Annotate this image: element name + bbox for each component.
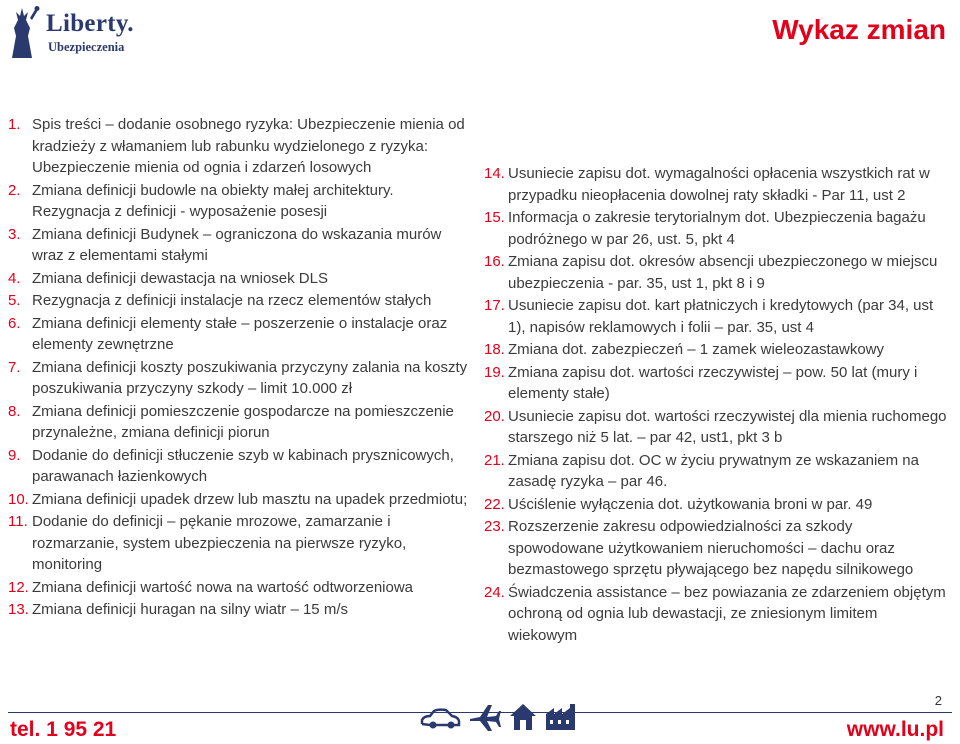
item-text: Zmiana definicji Budynek – ograniczona do wskazania murów wraz z elementami stałymi — [32, 225, 442, 264]
item-text: Zmiana zapisu dot. wartości rzeczywistej – pow. 50 lat (mury i elementy stałe) — [508, 363, 918, 402]
list-item — [8, 268, 476, 290]
statue-of-liberty-icon — [6, 6, 40, 60]
changes-list-right — [484, 163, 950, 647]
list-item — [484, 494, 950, 516]
item-text: Usuniecie zapisu dot. wartości rzeczywistej dla mienia ruchomego starszego niż 5 lat. – par 42, ust1, pkt 3 b — [508, 407, 947, 446]
list-item — [8, 489, 476, 511]
item-text: Usuniecie zapisu dot. wymagalności opłacenia wszystkich rat w przypadku nieopłacenia dowolnej raty składki - Par 11, ust 2 — [508, 165, 930, 204]
list-item — [8, 290, 476, 312]
list-item — [8, 445, 476, 488]
item-number: 4. — [8, 269, 21, 287]
list-item — [8, 313, 476, 356]
item-number: 10. — [8, 490, 29, 508]
list-item — [484, 362, 950, 405]
list-item — [8, 599, 476, 621]
list-item — [484, 516, 950, 581]
item-text: Świadczenia assistance – bez powiazania ze zdarzeniem objętym ochroną od ognia lub dewastacji, ze zniesionym limitem wiekowym — [508, 583, 946, 644]
list-item — [484, 163, 950, 206]
item-text: Zmiana definicji dewastacja na wniosek DLS — [32, 269, 328, 287]
item-text: Zmiana definicji koszty poszukiwania przyczyny zalania na koszty poszukiwania przyczyny szkody – limit 10.000 zł — [32, 358, 468, 397]
list-item — [8, 577, 476, 599]
changes-list-left — [8, 114, 476, 622]
item-number: 24. — [484, 583, 505, 601]
item-text: Zmiana definicji huragan na silny wiatr – 15 m/s — [32, 601, 348, 618]
item-number: 6. — [8, 314, 21, 332]
list-item — [484, 406, 950, 449]
item-text: Zmiana definicji upadek drzew lub masztu na upadek przedmiotu; — [32, 490, 468, 508]
phone-number: tel. 1 95 21 — [10, 718, 117, 741]
item-text: Uściślenie wyłączenia dot. użytkowania broni w par. 49 — [508, 495, 873, 513]
item-number: 17. — [484, 297, 505, 314]
item-text: Zmiana definicji wartość nowa na wartość odtworzeniowa — [32, 578, 414, 596]
factory-icon — [544, 702, 578, 732]
list-item — [8, 180, 476, 223]
item-text: Zmiana definicji budowle na obiekty małej architektury. Rezygnacja z definicji - wyposażenie posesji — [32, 181, 394, 220]
item-number: 23. — [484, 518, 505, 535]
item-text: Dodanie do definicji stłuczenie szyb w kabinach prysznicowych, parawanach łazienkowych — [32, 446, 454, 485]
logo-name: Liberty. — [46, 10, 134, 37]
list-item — [8, 401, 476, 444]
item-number: 18. — [484, 341, 505, 358]
house-icon — [508, 702, 538, 732]
item-number: 14. — [484, 165, 505, 182]
item-number: 1. — [8, 116, 21, 133]
item-number: 2. — [8, 181, 21, 199]
item-text: Zmiana zapisu dot. okresów absencji ubezpieczonego w miejscu ubezpieczenia - par. 35, ust 1, pkt 8 i 9 — [508, 253, 938, 292]
item-number: 5. — [8, 292, 21, 309]
list-item — [484, 450, 950, 493]
item-number: 3. — [8, 225, 21, 243]
list-item — [484, 207, 950, 250]
footer-icons — [418, 696, 578, 732]
page-number: 2 — [934, 693, 942, 708]
item-text: Rezygnacja z definicji instalacje na rzecz elementów stałych — [32, 292, 432, 309]
item-text: Spis treści – dodanie osobnego ryzyka: Ubezpieczenie mienia od kradzieży z włamaniem lub rabunku wydzielonego z ryzyka: Ubezpieczenie mienia od ognia i zdarzeń losowych — [32, 116, 465, 176]
list-item — [8, 114, 476, 179]
list-item — [8, 224, 476, 267]
footer-divider — [8, 712, 952, 713]
list-item — [484, 339, 950, 361]
item-number: 9. — [8, 446, 21, 464]
item-number: 22. — [484, 495, 505, 513]
liberty-logo — [6, 4, 136, 62]
item-number: 19. — [484, 363, 505, 381]
item-text: Informacja o zakresie terytorialnym dot. Ubezpieczenia bagażu podróżnego w par 26, ust. 5, pkt 4 — [508, 209, 926, 248]
item-number: 20. — [484, 407, 505, 425]
item-number: 16. — [484, 253, 505, 270]
logo-subtitle: Ubezpieczenia — [48, 40, 125, 54]
list-item — [484, 251, 950, 294]
item-text: Zmiana zapisu dot. OC w życiu prywatnym ze wskazaniem na zasadę ryzyka – par 46. — [508, 451, 919, 490]
item-number: 11. — [8, 513, 28, 530]
item-number: 21. — [484, 451, 505, 469]
item-number: 8. — [8, 402, 21, 420]
item-text: Dodanie do definicji – pękanie mrozowe, zamarzanie i rozmarzanie, system ubezpieczenia na pierwsze ryzyko, monitoring — [32, 513, 407, 573]
item-number: 15. — [484, 209, 505, 226]
list-item — [484, 582, 950, 647]
website-link[interactable]: www.lu.pl — [846, 718, 944, 741]
item-number: 7. — [8, 358, 21, 376]
list-item — [484, 295, 950, 338]
item-number: 12. — [8, 578, 29, 596]
page-title: Wykaz zmian — [772, 14, 946, 45]
item-text: Rozszerzenie zakresu odpowiedzialności za szkody spowodowane użytkowaniem nieruchomości – dachu oraz bezmastowego sprzętu pływającego bez napędu silnikowego — [508, 518, 914, 578]
item-text: Usuniecie zapisu dot. kart płatniczych i kredytowych (par 34, ust 1), napisów reklamowych i folii – par. 35, ust 4 — [508, 297, 934, 336]
item-number: 13. — [8, 601, 29, 618]
item-text: Zmiana definicji pomieszczenie gospodarcze na pomieszczenie przynależne, zmiana definicji piorun — [32, 402, 454, 441]
list-item — [8, 511, 476, 576]
airplane-icon — [468, 702, 502, 732]
item-text: Zmiana dot. zabezpieczeń – 1 zamek wieleozastawkowy — [508, 341, 885, 358]
item-text: Zmiana definicji elementy stałe – poszerzenie o instalacje oraz elementy zewnętrzne — [32, 314, 448, 353]
list-item — [8, 357, 476, 400]
